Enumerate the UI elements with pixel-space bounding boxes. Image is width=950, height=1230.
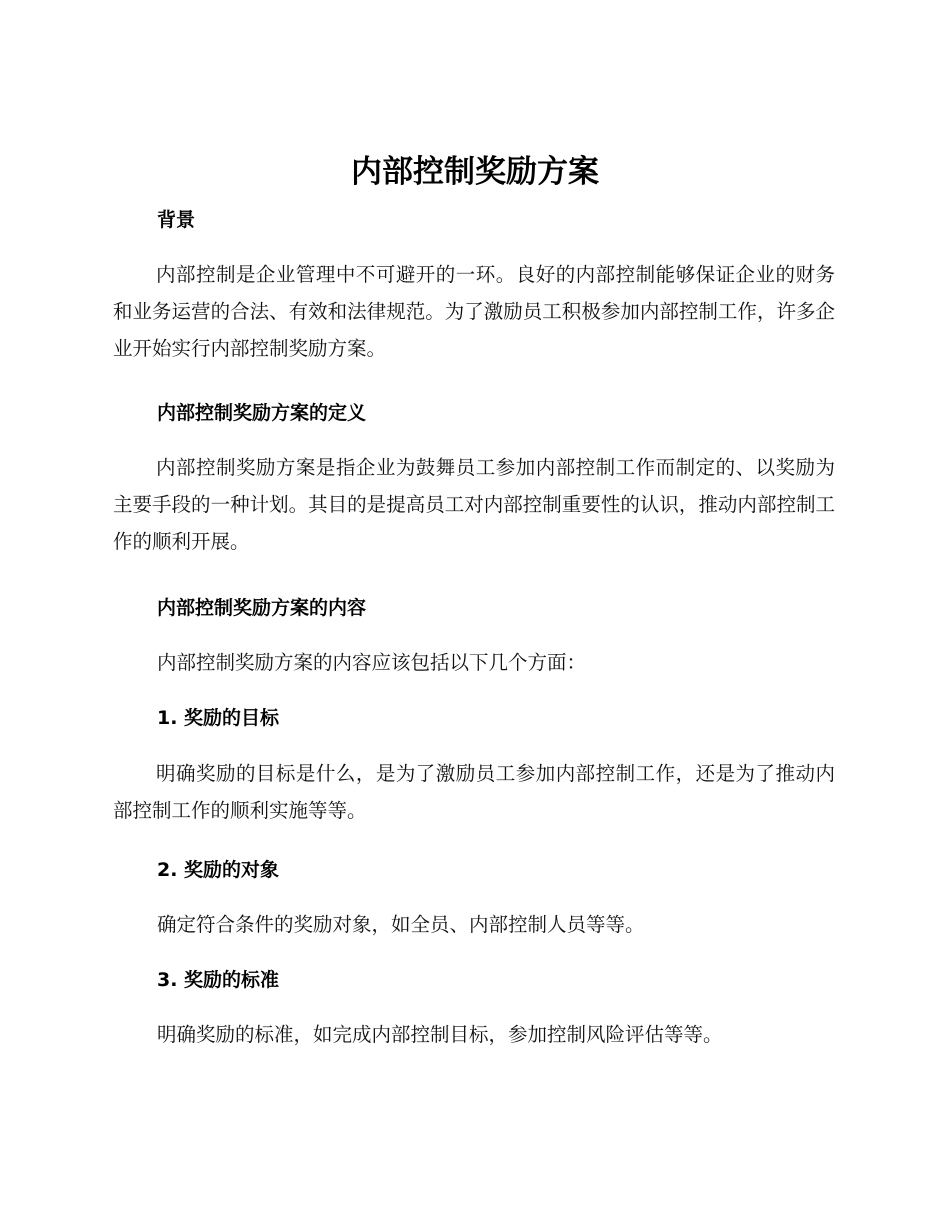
section-heading-reward-target: 2. 奖励的对象 [157,859,280,881]
section-paragraph-reward-standard: 明确奖励的标准，如完成内部控制目标，参加控制风险评估等等。 [157,1023,723,1046]
section-heading-reward-standard: 3. 奖励的标准 [157,969,280,991]
section-paragraph-reward-target: 确定符合条件的奖励对象，如全员、内部控制人员等等。 [157,913,645,936]
section-paragraph-definition: 内部控制奖励方案是指企业为鼓舞员工参加内部控制工作而制定的、以奖励为主要手段的一种计划。其目的是提高员工对内部控制重要性的认识，推动内部控制工作的顺利开展。 [113,456,835,553]
section-heading-background: 背景 [157,209,196,231]
section-paragraph-reward-goal: 明确奖励的目标是什么，是为了激励员工参加内部控制工作，还是为了推动内部控制工作的顺利实施等等。 [113,762,835,822]
section-heading-definition: 内部控制奖励方案的定义 [157,402,367,424]
section-heading-content: 内部控制奖励方案的内容 [157,597,367,619]
page-title: 内部控制奖励方案 [351,154,599,190]
section-paragraph-background: 内部控制是企业管理中不可避开的一环。良好的内部控制能够保证企业的财务和业务运营的合法、有效和法律规范。为了激励员工积极参加内部控制工作，许多企业开始实行内部控制奖励方案。 [113,263,835,360]
section-paragraph-content: 内部控制奖励方案的内容应该包括以下几个方面： [157,651,587,674]
section-heading-reward-goal: 1. 奖励的目标 [157,707,280,729]
